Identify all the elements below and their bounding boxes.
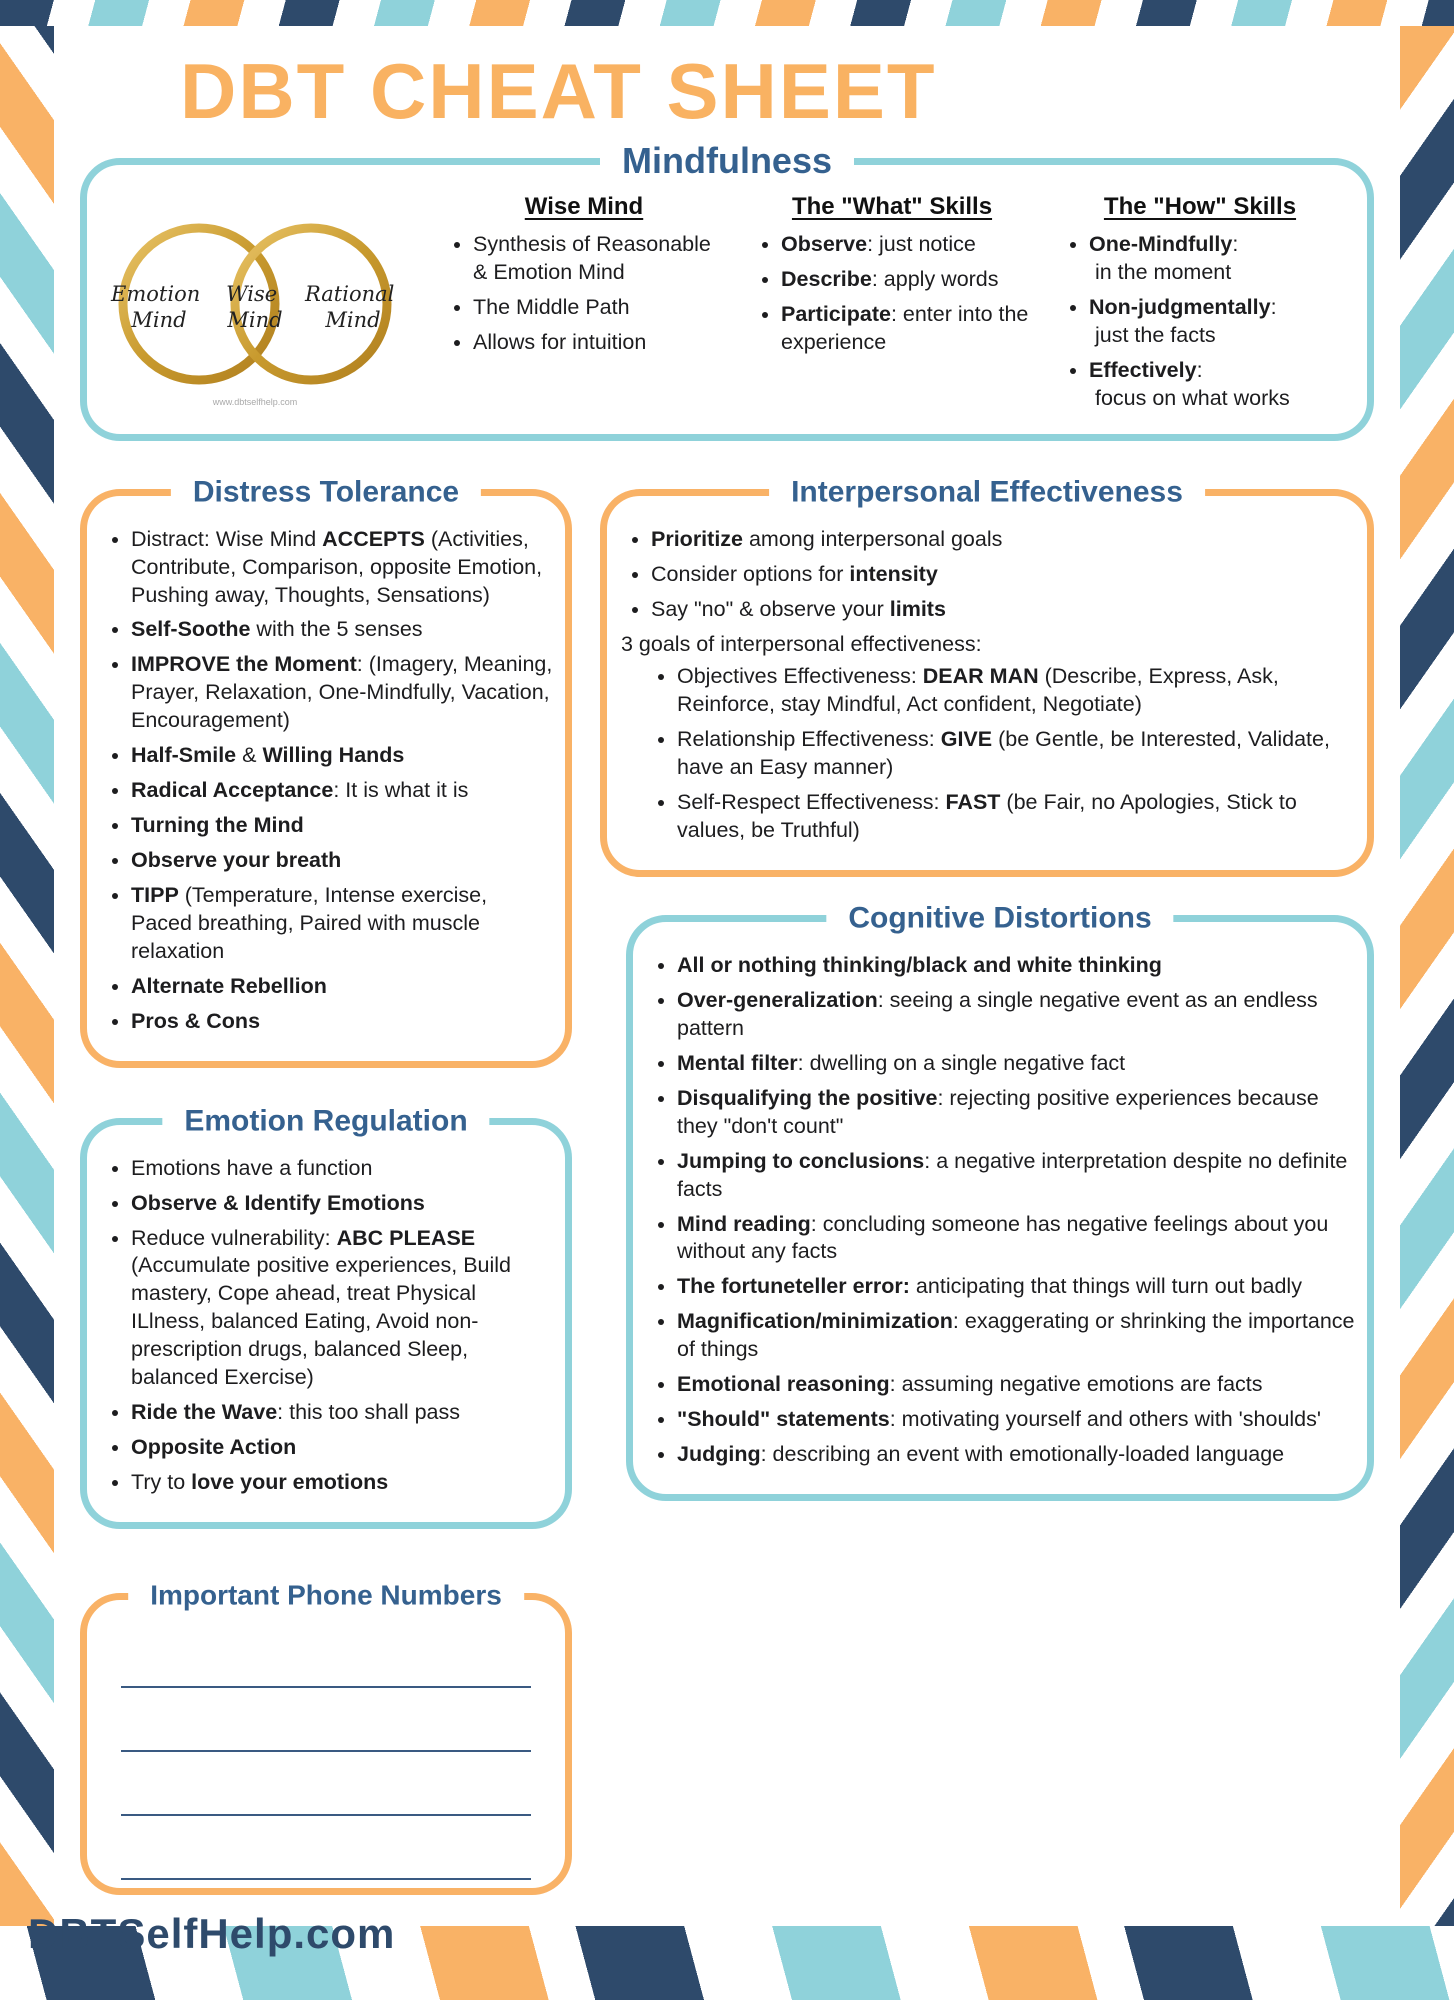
emotion-regulation-list	[95, 1155, 553, 1497]
phone-line[interactable]	[121, 1878, 531, 1880]
content-area	[54, 26, 1400, 1926]
site-link[interactable]: DBTSelfHelp.com	[28, 1910, 396, 1957]
mindfulness-column-what-skills	[741, 191, 1043, 364]
section-mindfulness	[80, 140, 1374, 441]
section-title-distress-tolerance: Distress Tolerance	[171, 475, 481, 508]
list-item: • Relationship Effectiveness: GIVE (be Gentle, be Interested, Validate, have an Easy manner)	[677, 726, 1355, 782]
section-distress-tolerance	[80, 475, 572, 1068]
venn-label-emotion-mind: Emotion Mind	[111, 282, 201, 332]
list-item: • Pros & Cons	[131, 1008, 553, 1036]
list-item: • Alternate Rebellion	[131, 973, 553, 1001]
list-item: • Prioritize among interpersonal goals	[651, 526, 1355, 554]
list-item: • Consider options for intensity	[651, 561, 1355, 589]
venn-label-wise-mind: Wise Mind	[226, 282, 283, 332]
page-title: DBT CHEAT SHEET	[180, 47, 937, 135]
list-item: • Mental filter: dwelling on a single negative fact	[677, 1050, 1355, 1078]
column-heading-wise-mind: Wise Mind	[524, 193, 644, 220]
list-item: • TIPP (Temperature, Intense exercise, Paced breathing, Paired with muscle relaxation	[131, 882, 553, 966]
list-item: • Jumping to conclusions: a negative interpretation despite no definite facts	[677, 1148, 1355, 1204]
mindfulness-column-wise-mind	[433, 191, 735, 364]
list-item: • Mind reading: concluding someone has negative feelings about you without any facts	[677, 1211, 1355, 1267]
how-skills-list	[1053, 231, 1347, 413]
section-title-interpersonal-effectiveness: Interpersonal Effectiveness	[769, 475, 1205, 508]
section-phone-numbers	[80, 1579, 572, 1895]
cognitive-distortions-body	[633, 922, 1367, 1494]
list-item: • Self-Respect Effectiveness: FAST (be Fair, no Apologies, Stick to values, be Truthful)	[677, 789, 1355, 845]
section-title-cognitive-distortions: Cognitive Distortions	[826, 902, 1173, 935]
mindfulness-column-how-skills	[1049, 191, 1351, 420]
list-item: • Try to love your emotions	[131, 1469, 553, 1497]
list-item: • "Should" statements: motivating yourself and others with 'shoulds'	[677, 1406, 1355, 1434]
wise-mind-venn-diagram	[97, 191, 427, 417]
list-item: • Observe: just notice	[781, 231, 1039, 259]
list-item: • Describe: apply words	[781, 266, 1039, 294]
list-item: • Turning the Mind	[131, 812, 553, 840]
interpersonal-strategies-list	[615, 663, 1355, 845]
wise-mind-list	[437, 231, 731, 357]
what-skills-list	[745, 231, 1039, 357]
list-item: • Say "no" & observe your limits	[651, 596, 1355, 624]
list-item: • Half-Smile & Willing Hands	[131, 742, 553, 770]
venn-svg	[97, 207, 427, 412]
list-item: • Reduce vulnerability: ABC PLEASE (Accumulate positive experiences, Build mastery, Cope ahead, treat Physical ILlness, balanced Eating, Avoid non-prescription drugs, balanced Sleep, balanced Exercise)	[131, 1225, 553, 1393]
distress-tolerance-list	[95, 526, 553, 1036]
interpersonal-effectiveness-body	[607, 496, 1367, 870]
list-item: • Synthesis of Reasonable & Emotion Mind	[473, 231, 731, 287]
striped-border-top	[0, 0, 1454, 26]
list-item: • Observe & Identify Emotions	[131, 1190, 553, 1218]
phone-line[interactable]	[121, 1686, 531, 1688]
distress-tolerance-body	[87, 496, 565, 1061]
section-interpersonal-effectiveness	[600, 475, 1374, 877]
list-item: • Over-generalization: seeing a single negative event as an endless pattern	[677, 987, 1355, 1043]
list-item: • Non-judgmentally: just the facts	[1089, 294, 1347, 350]
venn-watermark: www.dbtselfhelp.com	[212, 397, 298, 407]
column-heading-how-skills: The "How" Skills	[1103, 193, 1297, 220]
list-item: • IMPROVE the Moment: (Imagery, Meaning, Prayer, Relaxation, One-Mindfully, Vacation, Encouragement)	[131, 651, 553, 735]
right-column	[600, 475, 1374, 1895]
list-item: • Radical Acceptance: It is what it is	[131, 777, 553, 805]
venn-label-rational-mind: Rational Mind	[304, 282, 395, 332]
list-item: • Allows for intuition	[473, 329, 731, 357]
list-item: • Participate: enter into the experience	[781, 301, 1039, 357]
list-item: • All or nothing thinking/black and white thinking	[677, 952, 1355, 980]
left-column	[80, 475, 572, 1895]
striped-border-right	[1400, 26, 1454, 1926]
list-item: • One-Mindfully: in the moment	[1089, 231, 1347, 287]
section-title-mindfulness: Mindfulness	[600, 141, 854, 181]
list-item: • Emotional reasoning: assuming negative emotions are facts	[677, 1371, 1355, 1399]
list-item: • Distract: Wise Mind ACCEPTS (Activities, Contribute, Comparison, opposite Emotion, Pushing away, Thoughts, Sensations)	[131, 526, 553, 610]
list-item: • Ride the Wave: this too shall pass	[131, 1399, 553, 1427]
mindfulness-grid	[97, 191, 1351, 420]
section-title-phone-numbers: Important Phone Numbers	[128, 1581, 524, 1612]
section-emotion-regulation	[80, 1104, 572, 1529]
list-item: • Objectives Effectiveness: DEAR MAN (Describe, Express, Ask, Reinforce, stay Mindful, Act confident, Negotiate)	[677, 663, 1355, 719]
list-item: • Opposite Action	[131, 1434, 553, 1462]
content-columns	[80, 475, 1374, 1895]
interpersonal-goals-intro: 3 goals of interpersonal effectiveness:	[621, 632, 982, 657]
cognitive-distortions-list	[641, 952, 1355, 1469]
section-cognitive-distortions	[626, 901, 1374, 1501]
list-item: • Disqualifying the positive: rejecting positive experiences because they "don't count"	[677, 1085, 1355, 1141]
list-item: • Self-Soothe with the 5 senses	[131, 616, 553, 644]
list-item: • The Middle Path	[473, 294, 731, 322]
list-item: • Judging: describing an event with emotionally-loaded language	[677, 1441, 1355, 1469]
striped-border-left	[0, 26, 54, 1926]
section-title-emotion-regulation: Emotion Regulation	[162, 1104, 489, 1137]
column-heading-what-skills: The "What" Skills	[791, 193, 993, 220]
phone-line[interactable]	[121, 1750, 531, 1752]
interpersonal-goals-list	[615, 526, 1355, 624]
phone-line[interactable]	[121, 1814, 531, 1816]
list-item: • Magnification/minimization: exaggerating or shrinking the importance of things	[677, 1308, 1355, 1364]
list-item: • Emotions have a function	[131, 1155, 553, 1183]
list-item: • Effectively: focus on what works	[1089, 357, 1347, 413]
emotion-regulation-body	[87, 1125, 565, 1522]
list-item: • Observe your breath	[131, 847, 553, 875]
list-item: • The fortuneteller error: anticipating that things will turn out badly	[677, 1273, 1355, 1301]
